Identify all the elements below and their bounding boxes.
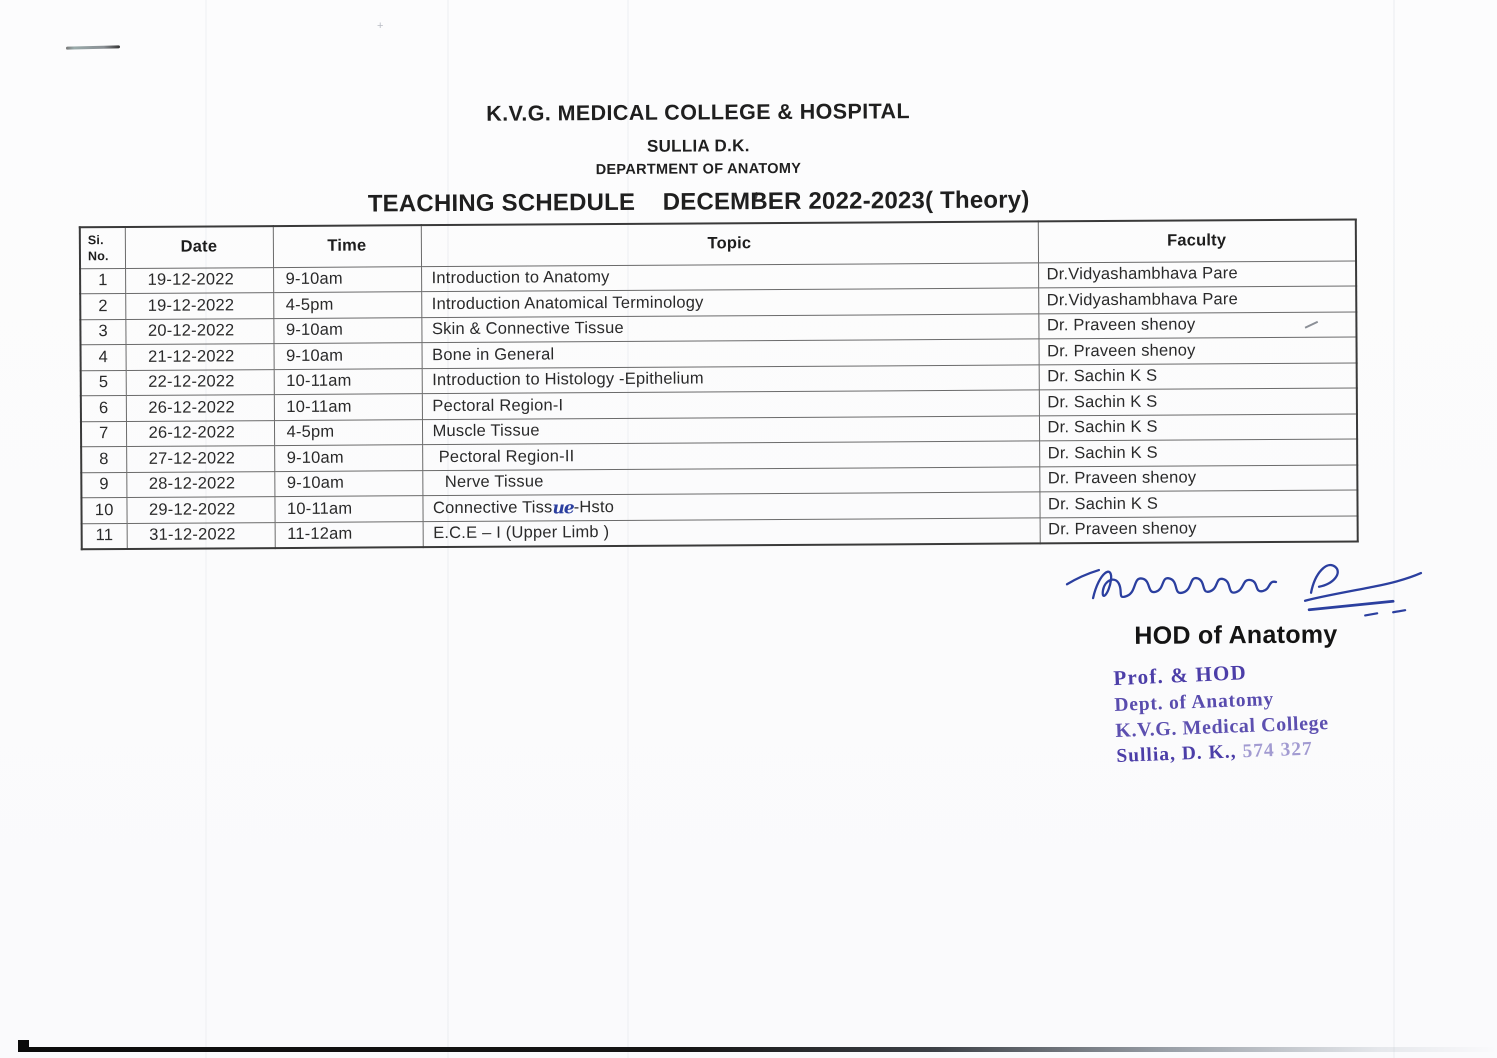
cell-date: 20-12-2022 [125,318,273,344]
cell-date: 31-12-2022 [127,522,275,548]
cell-faculty: Dr. Sachin K S [1039,490,1357,517]
department-name: DEPARTMENT OF ANATOMY [595,160,802,179]
cell-si: 7 [81,421,126,447]
cell-si: 9 [81,472,126,498]
cell-faculty: Dr.Vidyashambhava Pare [1038,260,1356,287]
cell-topic: Introduction Anatomical Terminology [421,288,1038,317]
col-header-time: Time [273,225,421,267]
si-label: Si. [87,232,104,247]
cell-topic: Nerve Tissue [422,466,1039,495]
cell-si: 2 [80,293,125,319]
teaching-schedule-table [79,218,1359,549]
cell-topic: Muscle Tissue [422,415,1039,444]
cell-topic: Pectoral Region-II [422,441,1039,470]
cell-time: 9-10am [273,317,421,343]
cell-si: 1 [80,268,125,294]
stamp-line-department: Dept. of Anatomy [1114,689,1275,716]
cell-time: 4-5pm [273,292,421,318]
col-header-topic: Topic [421,221,1038,266]
cell-time: 10-11am [274,496,422,522]
cell-faculty: Dr. Praveen shenoy [1040,515,1358,542]
cell-faculty: Dr. Praveen shenoy [1039,464,1357,491]
cell-date: 19-12-2022 [125,267,273,293]
cell-time: 9-10am [274,470,422,496]
col-header-si-no [80,227,125,268]
cell-date: 26-12-2022 [126,395,274,421]
cell-time: 4-5pm [274,419,422,445]
cell-time: 9-10am [274,445,422,471]
cell-date: 28-12-2022 [126,471,274,497]
cell-date: 21-12-2022 [126,344,274,370]
cell-topic: Introduction to Anatomy [421,262,1038,291]
schedule-title: TEACHING SCHEDULE DECEMBER 2022-2023( Theory) [367,186,1030,218]
stamp-line-college: K.V.G. Medical College [1115,711,1330,742]
plus-mark-artifact: + [377,20,384,32]
topic-printed-after: -Hsto [573,498,615,517]
cell-faculty: Dr.Vidyashambhava Pare [1038,286,1356,313]
cell-faculty: Dr. Sachin K S [1039,439,1357,466]
cell-si: 10 [81,497,126,523]
cell-topic: Introduction to Histology -Epithelium [422,364,1039,393]
cell-time: 10-11am [274,394,422,420]
stamp-line-designation: Prof. & HOD [1112,660,1248,691]
cell-date: 27-12-2022 [126,446,274,472]
no-label: No. [87,248,109,263]
cell-topic: Skin & Connective Tissue [421,313,1038,342]
handwritten-correction: ue [552,498,574,519]
cell-faculty: Dr. Sachin K S [1039,388,1357,415]
topic-printed-before: Connective Tiss [432,498,553,518]
cell-topic: Pectoral Region-I [422,390,1039,419]
cell-si: 4 [81,344,126,370]
cell-faculty: Dr. Sachin K S [1039,362,1357,389]
cell-topic-with-correction [422,492,1039,521]
cell-time: 9-10am [273,266,421,292]
col-header-faculty: Faculty [1038,219,1356,262]
cell-topic: E.C.E – I (Upper Limb ) [423,517,1040,546]
cell-date: 26-12-2022 [126,420,274,446]
cell-faculty: Dr. Praveen shenoy [1038,311,1356,338]
cell-date: 22-12-2022 [126,369,274,395]
college-name: K.V.G. MEDICAL COLLEGE & HOSPITAL [486,99,911,126]
cell-si: 5 [81,370,126,396]
stamp-pincode: 574 327 [1242,738,1314,763]
hod-signature-ink [1063,552,1431,626]
cell-si: 8 [81,446,126,472]
cell-time: 9-10am [274,343,422,369]
cell-si: 6 [81,395,126,421]
cell-time: 11-12am [275,521,423,547]
cell-faculty: Dr. Praveen shenoy [1038,337,1356,364]
office-stamp [1113,653,1437,768]
stamp-place: Sullia, D. K., [1115,741,1237,767]
hod-of-anatomy-label: HOD of Anatomy [1134,620,1338,650]
cell-date: 29-12-2022 [126,497,274,523]
cell-date: 19-12-2022 [125,293,273,319]
cell-faculty: Dr. Sachin K S [1039,413,1357,440]
cell-topic: Bone in General [422,339,1039,368]
col-header-date: Date [125,226,273,268]
cell-time: 10-11am [274,368,422,394]
cell-si: 11 [82,523,127,549]
cell-si: 3 [80,319,125,345]
college-place: SULLIA D.K. [646,136,750,156]
document-header [0,0,1397,218]
